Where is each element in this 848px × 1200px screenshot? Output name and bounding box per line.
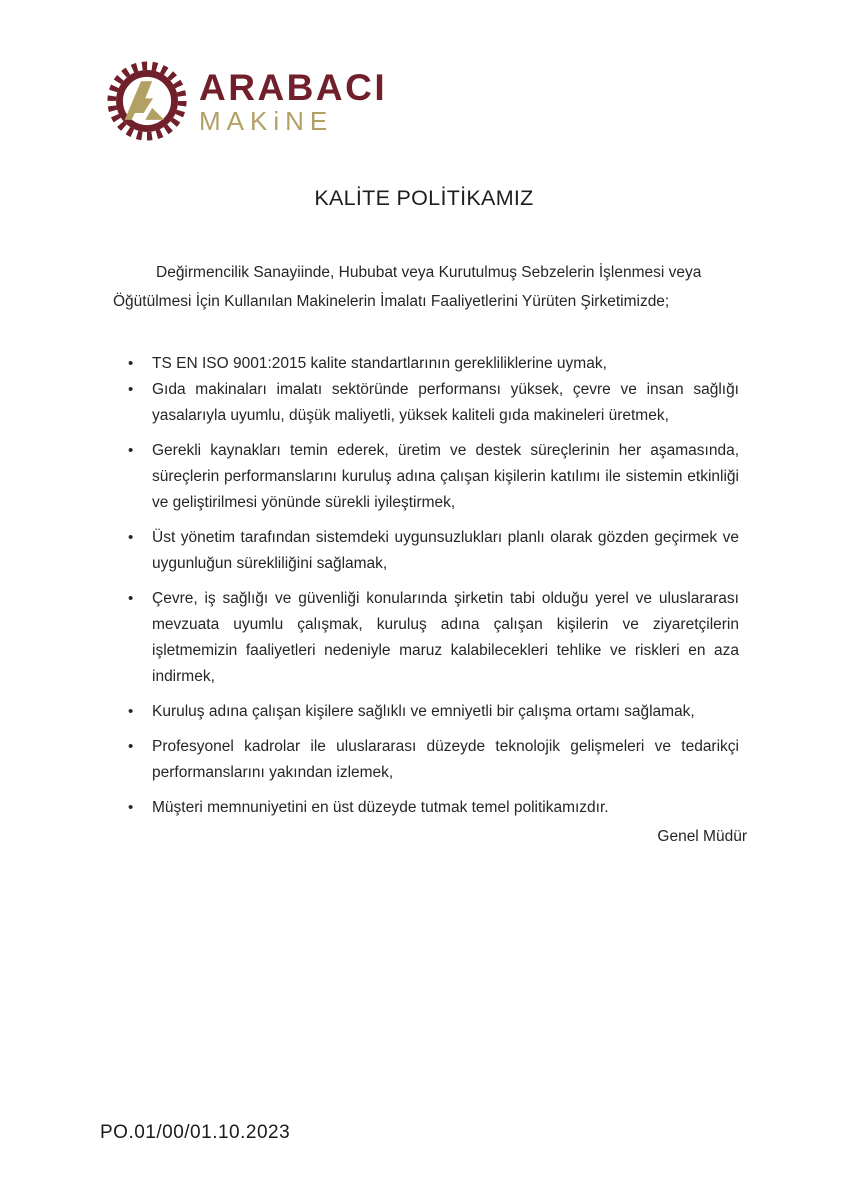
brand-wordmark: [199, 66, 388, 136]
brand-name: ARABACI: [199, 66, 388, 108]
policy-bullet-list: [113, 351, 739, 830]
gear-logo-icon: [104, 58, 190, 144]
policy-bullet-item: • Müşteri memnuniyetini en üst düzeyde tutmak temel politikamızdır.: [152, 795, 739, 821]
policy-bullet-item: • Profesyonel kadrolar ile uluslararası düzeyde teknolojik gelişmeleri ve tedarikçi performanslarını yakından izlemek,: [152, 734, 739, 786]
document-title: KALİTE POLİTİKAMIZ: [314, 186, 534, 210]
signature-title: Genel Müdür: [657, 828, 747, 845]
policy-bullet-item: • Çevre, iş sağlığı ve güvenliği konularında şirketin tabi olduğu yerel ve uluslararası mevzuata uyumlu çalışmak, kuruluş adına çalışan kişilerin ve ziyaretçilerin işletmemizin faaliyetleri nedeniyle maruz kalabilecekleri tehlike ve riskleri en aza indirmek,: [152, 586, 739, 690]
policy-bullet-item: • TS EN ISO 9001:2015 kalite standartlarının gerekliliklerine uymak,: [152, 351, 739, 377]
policy-bullet-item: • Gıda makinaları imalatı sektöründe performansı yüksek, çevre ve insan sağlığı yasalarıyla uyumlu, düşük maliyetli, yüksek kaliteli gıda makineleri üretmek,: [152, 377, 739, 429]
policy-bullet-item: • Gerekli kaynakları temin ederek, üretim ve destek süreçlerinin her aşamasında, süreçlerin performanslarını kuruluş adına çalışan kişilerin katılımı ile sistemin etkinliği ve geliştirilmesi yönünde sürekli iyileştirmek,: [152, 438, 739, 516]
document-code: PO.01/00/01.10.2023: [100, 1122, 291, 1143]
brand-subtitle: MAKiNE: [199, 105, 334, 136]
policy-bullet-item: • Üst yönetim tarafından sistemdeki uygunsuzlukları planlı olarak gözden geçirmek ve uygunluğun sürekliliğini sağlamak,: [152, 525, 739, 577]
policy-bullet-item: • Kuruluş adına çalışan kişilere sağlıklı ve emniyetli bir çalışma ortamı sağlamak,: [152, 699, 739, 725]
company-logo: [104, 58, 387, 144]
intro-paragraph: Değirmencilik Sanayiinde, Hububat veya Kurutulmuş Sebzelerin İşlenmesi veya Öğütülmesi İçin Kullanılan Makinelerin İmalatı Faaliyetlerini Yürüten Şirketimizde;: [113, 264, 702, 310]
